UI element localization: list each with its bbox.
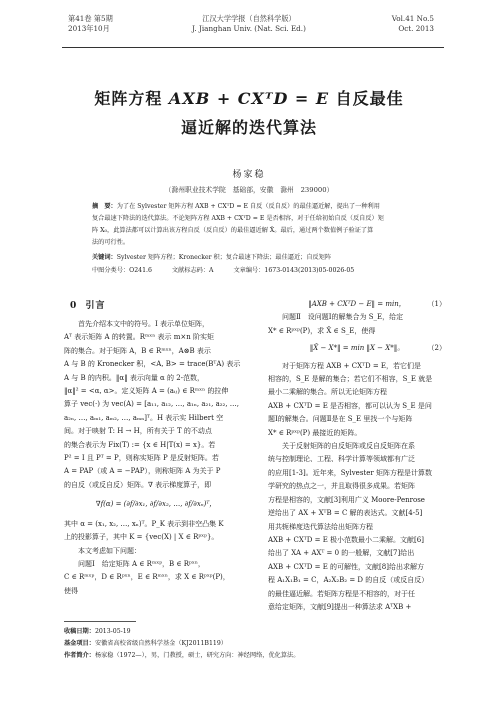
paper-title-line1: 矩阵方程 AXB + CXᵀD = E 自反最佳 (94, 89, 404, 108)
paragraph-line: 间。对于映射 T: H → H，所有关于 T 的不动点 (64, 427, 212, 436)
equation-number: （2） (427, 344, 446, 353)
doc-code: 文献标志码：A (171, 267, 214, 274)
paragraph-line: 统与控制理论、工程、科学计算等领域都有广泛 (268, 455, 415, 464)
keywords-label: 关键词： (92, 254, 117, 261)
paragraph-line: AXB + CXᵀD = E 是否相容，都可以认为 S_E 是问 (268, 401, 432, 410)
keywords: 关键词：Sylvester 矩阵方程；Kronecker 积；复合最速下降法；最佳逼近；自反矩阵 (92, 254, 332, 261)
footnote-received: 收稿日期：2013-05-19 (64, 628, 131, 635)
paragraph-line: 的最佳逼近解。若矩阵方程是不相容的，对于任 (268, 589, 415, 598)
problem-1-statement: 问题Ⅰ 给定矩阵 A ∈ Rᵐˣᵖ，B ∈ Rᵖˣⁿ， (78, 559, 205, 568)
paragraph-line: 算子 vec(·) 为 vec(A) = [a₁₁, a₁₂, …, a₁ₙ, a₂₁, a₂₂, …, (64, 400, 240, 409)
paragraph-line: X* ∈ Rᵖˣᵖ(P)，求 X̂ ∈ S_E，使得 (268, 326, 376, 335)
gradient-formula: ∇f(α) = (∂f/∂x₁, ∂f/∂x₂, …, ∂f/∂xₙ)ᵀ， (95, 500, 217, 509)
section-heading-intro: 0 引言 (70, 301, 106, 311)
paragraph-line: 用共轭梯度迭代算法给出矩阵方程 (268, 522, 373, 531)
author-name: 杨家稳 (232, 170, 266, 180)
equation-number: （1） (427, 300, 446, 308)
clc-number: 中图分类号：O241.6 (92, 267, 152, 274)
paragraph-line: 的集合表示为 Fix(T) := {x ∈ H|T(x) = x}。若 (64, 440, 216, 449)
paragraph-line: 题Ⅰ的解集合。问题Ⅱ是在 S_E 里找一个与矩阵 (268, 415, 413, 424)
paragraph-line: 的应用[1-3]。近年来，Sylvester 矩阵方程是计算数 (268, 468, 432, 477)
journal-header (0, 14, 498, 50)
right-column (268, 298, 446, 614)
equation-1: ‖AXB + CXᵀD − E‖ = min， （1） (268, 298, 446, 311)
paragraph-line: AXB + CXᵀD = E 的可解性，文献[8]给出求解方 (268, 562, 424, 571)
author-affiliation: （滁州职业技术学院 基础部，安徽 滁州 239000） (164, 186, 334, 194)
paragraph-line: Aᵀ 表示矩阵 A 的转置。Rᵐˣⁿ 表示 m×n 阶实矩 (64, 333, 214, 342)
paragraph-line: a₂ₙ, …, aₘ₁, aₘ₂, …, aₘₙ]ᵀ。H 表示实 Hilbert 空 (64, 413, 224, 422)
paragraph-line: 相容的，S_E 是解的集合；若它们不相容，S_E 就是 (268, 375, 433, 384)
paragraph-line: C ∈ Rᵐˣᵖ，D ∈ Rᵖˣⁿ，E ∈ Rᵐˣⁿ，求 X ∈ Rᵖˣᵖ(P)， (64, 573, 230, 582)
paragraph-line: 逆给出了 AX + XᵀB = C 解的表达式。文献[4-5] (268, 509, 423, 518)
problem-2-statement: 问题Ⅱ 设问题Ⅰ的解集合为 S_E，给定 (282, 313, 404, 322)
paragraph-line: 本文考虑如下问题： (78, 546, 141, 555)
paragraph-line: 阵的集合。对于矩阵 A，B ∈ Rᵐˣⁿ，A⊗B 表示 (64, 346, 211, 355)
abstract: 摘 要：为了在 Sylvester 矩阵方程 AXB + CXᵀD = E 自反（反自反）的最佳逼近解，提出了一种利用 复合最速下降法的迭代算法。不论矩阵方程 AXB + CXᵀD = E 是否相容，对于任给初始自反（反自反）矩 阵 X₀，此算法都可以计算出该方程自反（反自反）的最佳逼近解 X̂。最后，通过两个数值例子验证了算 法的可行性。 (92, 203, 384, 246)
paragraph-line: 的自反（或反自反）矩阵。∇ 表示梯度算子，即 (64, 480, 212, 489)
article-number: 文章编号：1673-0143(2013)05-0026-05 (233, 267, 355, 274)
equation-2: ‖X̂ − X*‖ = min ‖X − X*‖。 （2） (268, 338, 446, 359)
header-volume: 第41卷 第5期 2013年10月 (68, 14, 113, 33)
paragraph-line: A 与 B 的内积。‖α‖ 表示向量 α 的 2-范数， (64, 373, 205, 382)
paragraph-line: 关于反射矩阵的自反矩阵或反自反矩阵在系 (282, 442, 415, 451)
paragraph-line: 上的投影算子，其中 K = {vec(X) | X ∈ Rᵖˣᵖ}。 (64, 533, 219, 542)
paragraph-line: 使得 (64, 586, 78, 595)
header-volume-en: Vol.41 No.5 Oct. 2013 (391, 14, 434, 33)
paragraph-line: 意给定矩阵，文献[9]提出一种算法求 AᵀXB + (268, 602, 412, 611)
paragraph-line: 其中 α = (x₁, x₂, …, xₙ)ᵀ。P_K 表示到非空凸集 K (64, 519, 224, 528)
paragraph-line: 对于矩阵方程 AXB + CXᵀD = E，若它们是 (282, 361, 422, 370)
classification-codes (92, 265, 416, 277)
paragraph-line: ‖α‖² = <α, α>。定义矩阵 A = (aᵢⱼ) ∈ Rᵐˣⁿ 的拉伸 (64, 387, 229, 396)
footnote-rule (64, 621, 136, 622)
paragraph-line: 方程是相容的，文献[3]利用广义 Moore-Penrose (268, 495, 425, 504)
paragraph-line: X* ∈ Rᵖˣᵖ(P) 最接近的矩阵。 (268, 428, 362, 437)
paragraph-line: A 与 B 的 Kronecker 积，<A, B> = trace(BᵀA) 表示 (64, 360, 241, 369)
paragraph-line: 学研究的热点之一，并且取得很多成果。若矩阵 (268, 482, 415, 491)
paragraph-line: AXB + CXᵀD = E 极小范数最小二乘解。文献[6] (268, 535, 424, 544)
header-rule (62, 47, 444, 48)
paragraph-line: 最小二乘解的集合。所以无论矩阵方程 (268, 388, 387, 397)
left-column (64, 318, 248, 598)
paragraph-line: P² = I 且 Pᵀ = P，则称实矩阵 P 是反射矩阵。若 (64, 454, 219, 463)
header-journal-name: 江汉大学学报（自然科学版） J. Jianghan Univ. (Nat. Sci. Ed.) (192, 14, 306, 33)
paragraph-line: A = PAP（或 A = −PAP），则称矩阵 A 为关于 P (64, 467, 221, 476)
paper-title-line2: 逼近解的迭代算法 (180, 118, 317, 137)
paragraph-line: 给出了 XA + AXᵀ = 0 的一般解，文献[7]给出 (268, 549, 415, 558)
paragraph-line: 首先介绍本文中的符号。I 表示单位矩阵， (78, 320, 209, 328)
paragraph-line: 程 A₁X₁B₁ = C，A₂X₂B₂ = D 的自反（或反自反） (268, 576, 429, 585)
abstract-label: 摘 要： (92, 203, 117, 210)
footnote-fund: 基金项目：安徽省高校省级自然科学基金（KJ2011B119） (64, 640, 227, 647)
footnote-author-bio: 作者简介：杨家稳（1972—），男，门教授，硕士，研究方向：神经网络，优化算法。 (64, 652, 300, 659)
